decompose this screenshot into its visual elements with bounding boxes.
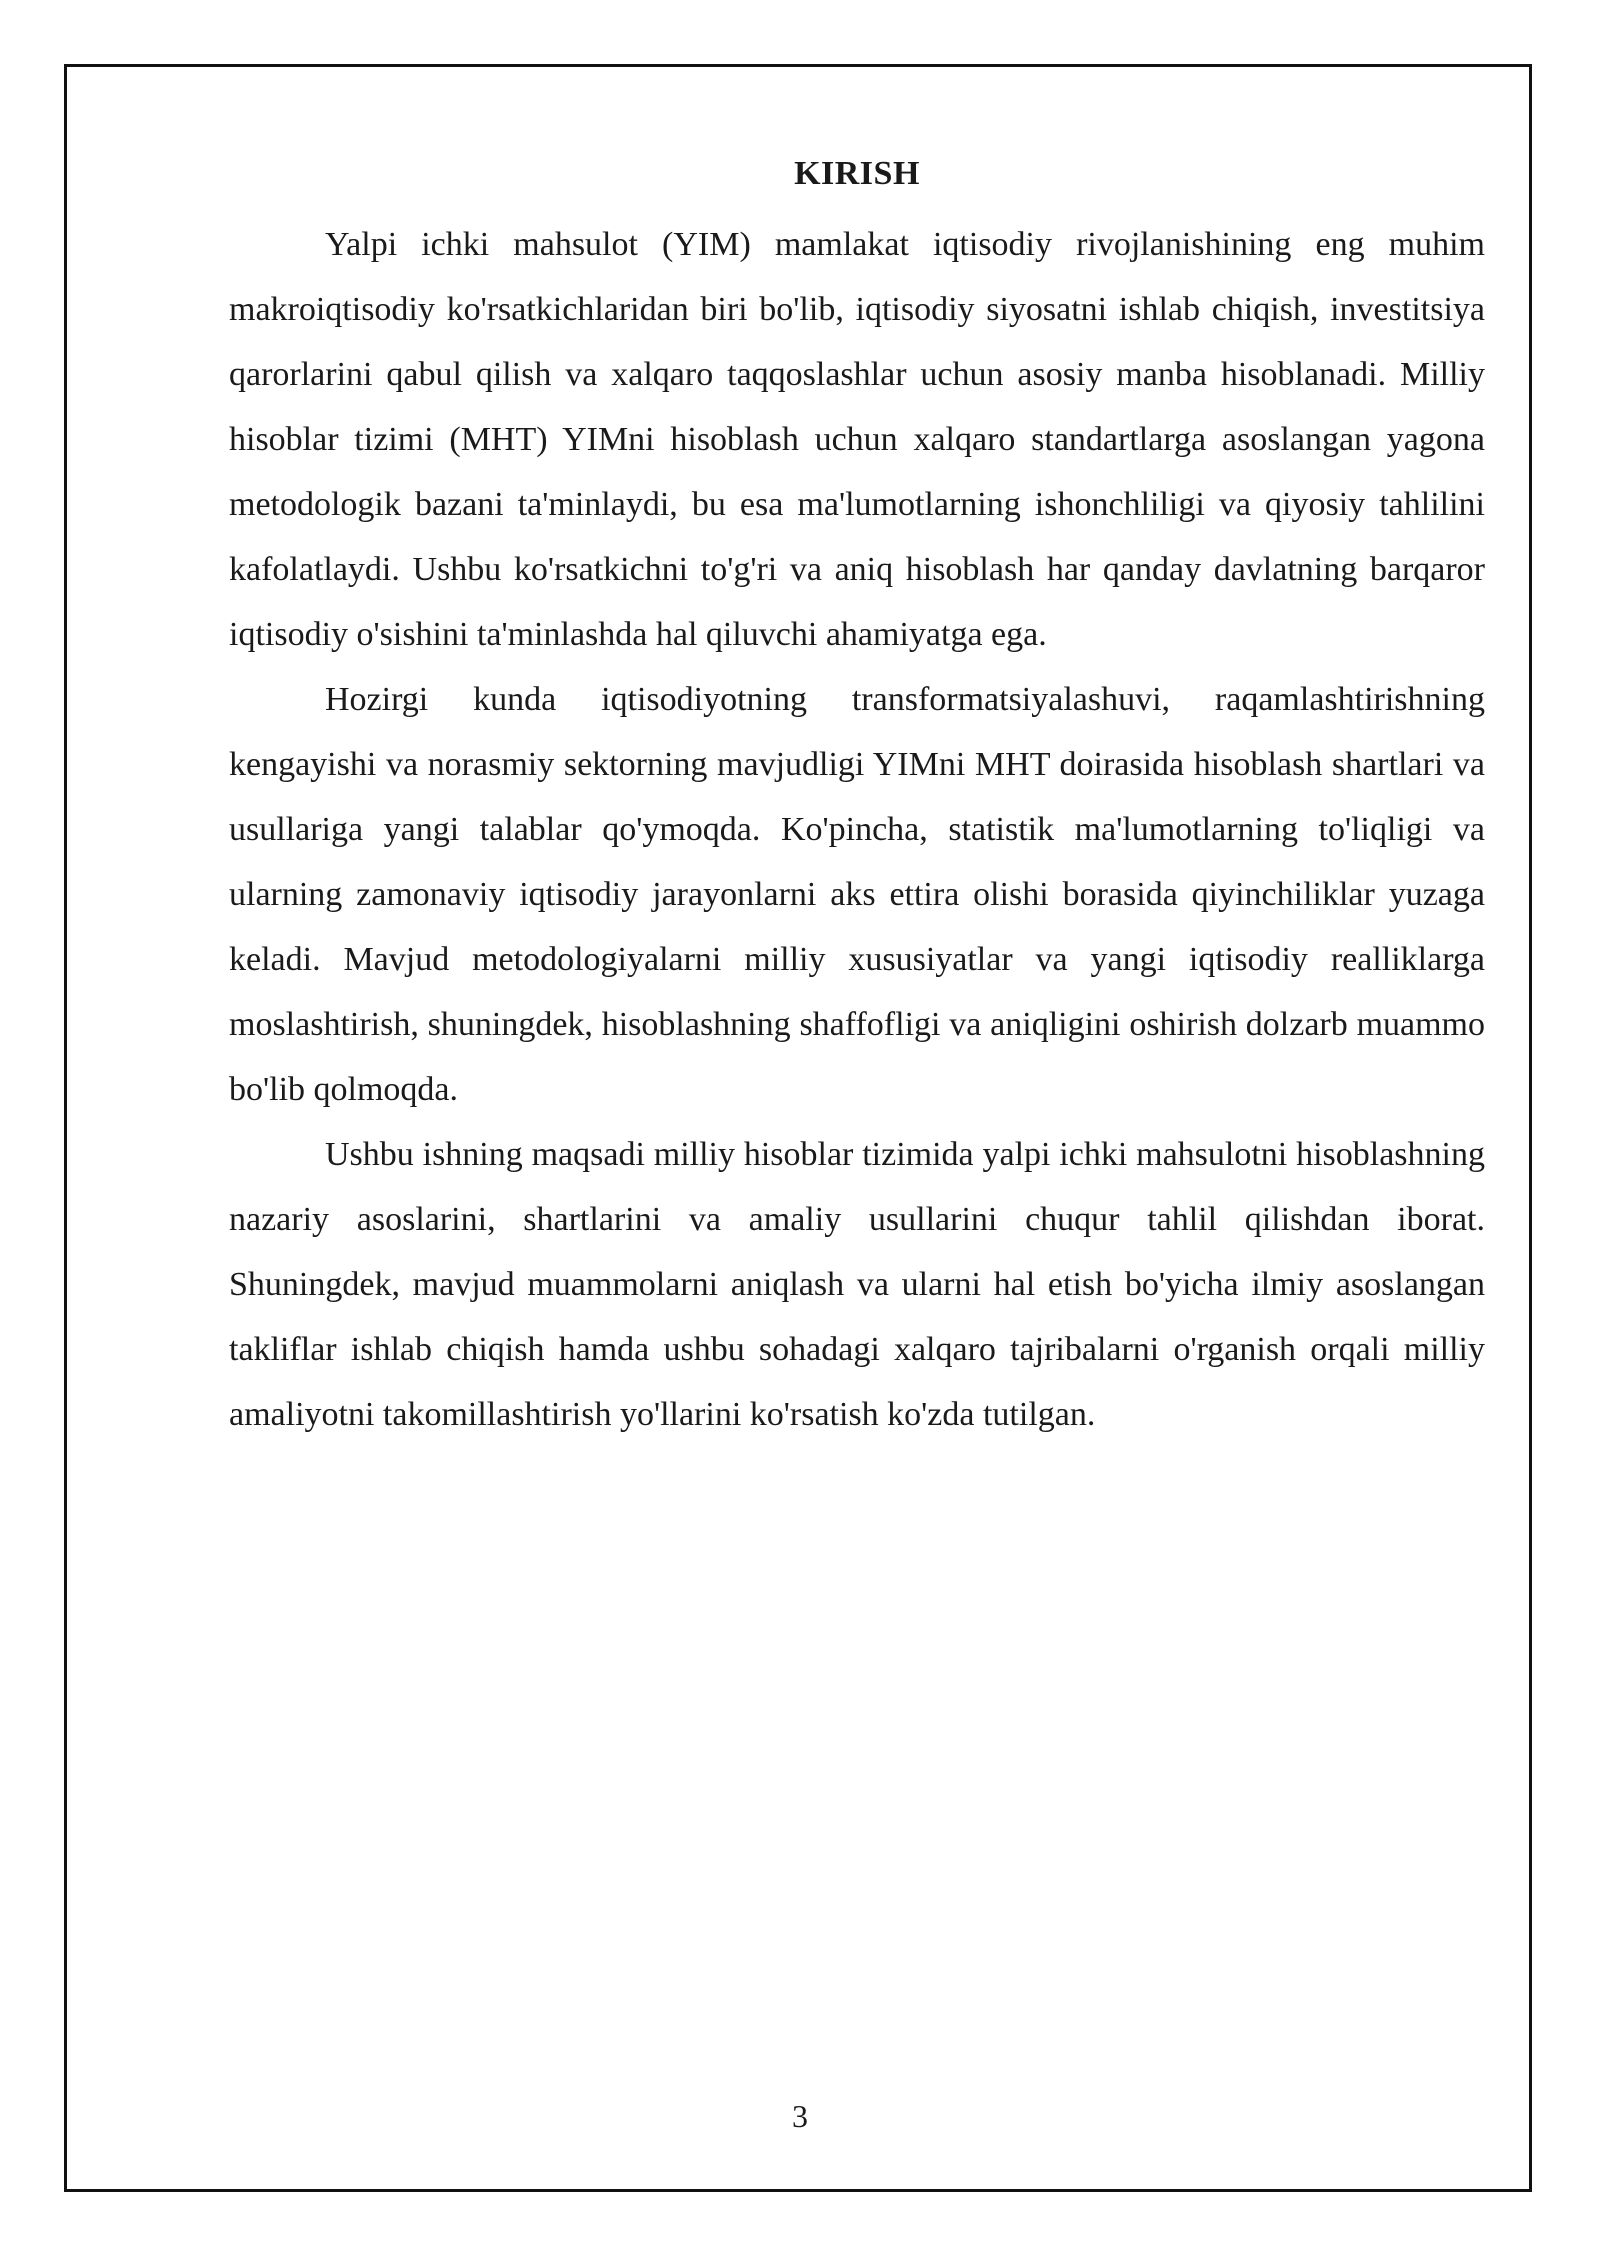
document-body bbox=[229, 148, 1485, 1447]
paragraph-3: Ushbu ishning maqsadi milliy hisoblar tizimida yalpi ichki mahsulotni hisoblashning nazariy asoslarini, shartlarini va amaliy usullarini chuqur tahlil qilishdan iborat. Shuningdek, mavjud muammolarni aniqlash va ularni hal etish bo'yicha ilmiy asoslangan takliflar ishlab chiqish hamda ushbu sohadagi xalqaro tajribalarni o'rganish orqali milliy amaliyotni takomillashtirish yo'llarini ko'rsatish ko'zda tutilgan. bbox=[229, 1136, 1485, 1433]
section-heading: KIRISH bbox=[794, 155, 920, 192]
paragraph-1: Yalpi ichki mahsulot (YIM) mamlakat iqtisodiy rivojlanishining eng muhim makroiqtisodiy ko'rsatkichlaridan biri bo'lib, iqtisodiy siyosatni ishlab chiqish, investitsiya qarorlarini qabul qilish va xalqaro taqqoslashlar uchun asosiy manba hisoblanadi. Milliy hisoblar tizimi (MHT) YIMni hisoblash uchun xalqaro standartlarga asoslangan yagona metodologik bazani ta'minlaydi, bu esa ma'lumotlarning ishonchliligi va qiyosiy tahlilini kafolatlaydi. Ushbu ko'rsatkichni to'g'ri va aniq hisoblash har qanday davlatning barqaror iqtisodiy o'sishini ta'minlashda hal qiluvchi ahamiyatga ega. bbox=[229, 226, 1485, 653]
paragraph-2: Hozirgi kunda iqtisodiyotning transformatsiyalashuvi, raqamlashtirishning kengayishi va norasmiy sektorning mavjudligi YIMni MHT doirasida hisoblash shartlari va usullariga yangi talablar qo'ymoqda. Ko'pincha, statistik ma'lumotlarning to'liqligi va ularning zamonaviy iqtisodiy jarayonlarni aks ettira olishi borasida qiyinchiliklar yuzaga keladi. Mavjud metodologiyalarni milliy xususiyatlar va yangi iqtisodiy realliklarga moslashtirish, shuningdek, hisoblashning shaffofligi va aniqligini oshirish dolzarb muammo bo'lib qolmoqda. bbox=[229, 681, 1485, 1108]
page-number: 3 bbox=[792, 2098, 808, 2134]
